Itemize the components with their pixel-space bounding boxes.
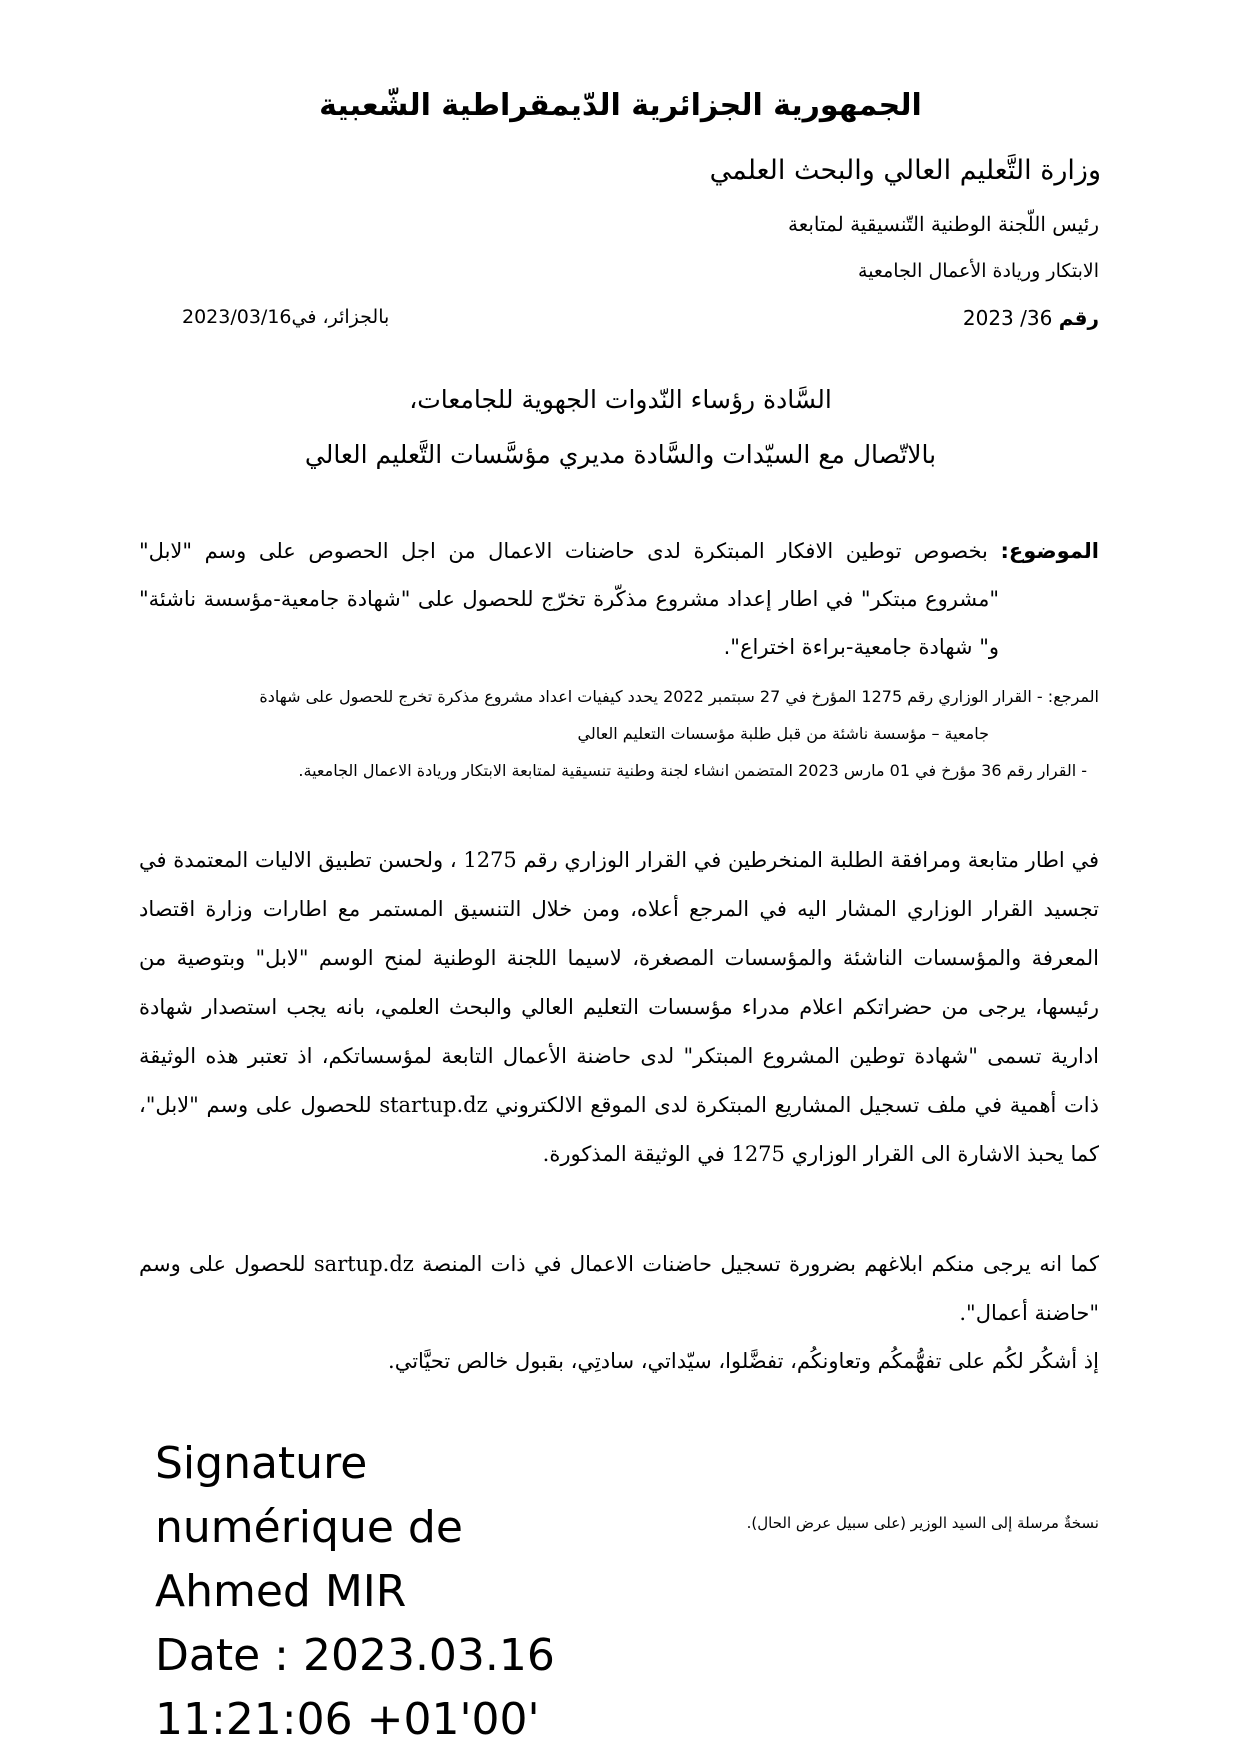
subject-line-2: "مشروع مبتكر" في اطار إعداد مشروع مذكّرة تخرّج للحصول على "شهادة جامعية-مؤسسة ناشئة" و" شهادة جامعية-براءة اختراع". <box>139 587 999 659</box>
signature-time: 11:21:06 +01'00' <box>155 1694 540 1745</box>
subject-line-1: بخصوص توطين الافكار المبتكرة لدى حاضنات الاعمال من اجل الحصوص على وسم "لابل" <box>139 539 988 563</box>
signature-line-1: Signature <box>155 1438 368 1489</box>
copy-note: نسخةٌ مرسلة إلى السيد الوزير (على سبيل عرض الحال). <box>746 1514 1099 1532</box>
reference-label: رقم <box>1058 306 1099 330</box>
committee-line-2: الابتكار وريادة الأعمال الجامعية <box>858 260 1099 282</box>
addressee-line-1: السَّادة رؤساء النّدوات الجهوية للجامعات، <box>409 385 832 414</box>
body-paragraph-2: كما انه يرجى منكم ابلاغهم بضرورة تسجيل حاضنات الاعمال في ذات المنصة sartup.dz للحصول على وسم "حاضنة أعمال". <box>139 1252 1099 1325</box>
references-label: المرجع: <box>1047 687 1099 706</box>
addressee-line-2: بالاتّصال مع السيّدات والسَّادة مديري مؤسَّسات التَّعليم العالي <box>304 440 937 469</box>
reference-item-2: - القرار رقم 36 مؤرخ في 01 مارس 2023 المتضمن انشاء لجنة وطنية تنسيقية لمتابعة الابتكار وريادة الاعمال الجامعية. <box>298 761 1087 780</box>
signature-line-2: numérique de <box>155 1502 463 1553</box>
body-paragraph-1: في اطار متابعة ومرافقة الطلبة المنخرطين في القرار الوزاري رقم 1275 ، ولحسن تطبيق الاليات المعتمدة في تجسيد القرار الوزاري المشار اليه في المرجع أعلاه، ومن خلال التنسيق المستمر مع اطارات وزارة اقتصاد المعرفة والمؤسسات الناشئة والمؤسسات المصغرة، لاسيما اللجنة الوطنية لمنح الوسم "لابل" وبتوصية من رئيسها، يرجى من حضراتكم اعلام مدراء مؤسسات التعليم العالي والبحث العلمي، بانه يجب استصدار شهادة ادارية تسمى "شهادة توطين المشروع المبتكر" لدى حاضنة الأعمال التابعة لمؤسساتكم، اذ تعتبر هذه الوثيقة ذات أهمية في ملف تسجيل المشاريع المبتكرة لدى الموقع الالكتروني startup.dz للحصول على وسم "لابل"، كما يحبذ الاشارة الى القرار الوزاري 1275 في الوثيقة المذكورة. <box>139 848 1100 1166</box>
signature-signer: Ahmed MIR <box>155 1566 407 1617</box>
subject-label: الموضوع: <box>1000 539 1099 563</box>
signature-date: Date : 2023.03.16 <box>155 1630 555 1681</box>
republic-heading: الجمهورية الجزائرية الدّيمقراطية الشّعبية <box>319 88 922 123</box>
references-block <box>139 678 1099 789</box>
reference-item-1: - القرار الوزاري رقم 1275 المؤرخ في 27 سبتمبر 2022 يحدد كيفيات اعداد مشروع مذكرة تخرج للحصول على شهادة <box>259 687 1043 706</box>
ministry-name: وزارة التَّعليم العالي والبحث العلمي <box>709 155 1101 186</box>
place-and-date: بالجزائر، في2023/03/16 <box>182 306 390 328</box>
digital-signature <box>155 1432 555 1752</box>
reference-item-1-cont: جامعية – مؤسسة ناشئة من قبل طلبة مؤسسات التعليم العالي <box>577 724 989 743</box>
reference-value: 36/ 2023 <box>962 306 1053 330</box>
closing-line: إذ أشكُر لكُم على تفهُّمكُم وتعاونكُم، تفضَّلوا، سيّداتي، سادتِي، بقبول خالص تحيَّاتي. <box>388 1349 1099 1373</box>
subject-block <box>139 527 1099 671</box>
committee-line-1: رئيس اللّجنة الوطنية التّنسيقية لمتابعة <box>787 212 1099 236</box>
reference-number <box>963 306 1099 330</box>
